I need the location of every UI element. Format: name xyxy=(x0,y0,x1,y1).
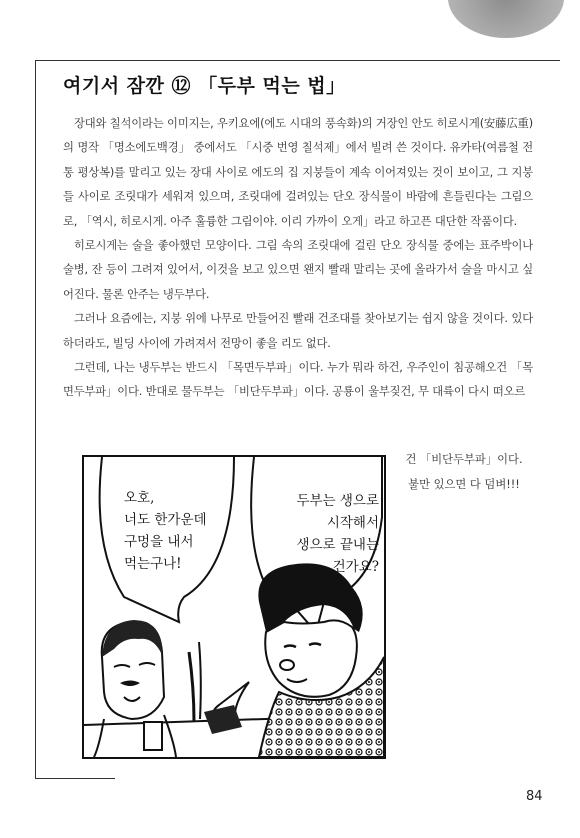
page-title xyxy=(63,71,346,98)
continuation-line-1: 건 「비단두부파」이다. xyxy=(405,453,523,466)
right-bubble-text xyxy=(269,490,379,578)
left-bubble-line: 오호, xyxy=(124,490,155,506)
right-bubble-line: 건가요? xyxy=(332,559,379,575)
comic-panel xyxy=(82,455,386,759)
title-number: ⑫ xyxy=(171,75,192,97)
frame-bottom-rule xyxy=(35,778,115,779)
paragraph-4: 그런데, 나는 냉두부는 반드시 「목면두부파」이다. 누가 뭐라 하건, 우주인이 침공해오건 「목면두부파」이다. 반대로 물두부는 「비단두부파」이다. 공룡이 울부짖건, 무 대륙이 다시 떠오르 xyxy=(63,361,533,399)
left-bubble-line: 구멍을 내서 xyxy=(124,534,194,550)
paragraph-1: 장대와 칠석이라는 이미지는, 우키요에(에도 시대의 풍속화)의 거장인 안도 히로시게(安藤広重)의 명작 「명소에도백경」 중에서도 「시중 번영 칠석제」에서 빌려 쓴 것이다. 유카타(여름철 전통 평상복)를 말리고 있는 장대 사이로 에도의 집 지붕들이 계속 이어져있는 것이 보이고, 그 지붕들 사이로 조릿대가 세워져 있으며, 조릿대에 걸려있는 단오 장식물이 바람에 흔들린다는 그림으로, 「역시, 히로시게. 아주 훌륭한 그림이야. 이리 가까이 오게」라고 하고픈 대단한 작품이다. xyxy=(63,117,533,228)
corner-decoration xyxy=(448,0,564,38)
paragraph-3: 그러나 요즘에는, 지붕 위에 나무로 만들어진 빨래 건조대를 찾아보기는 쉽지 않을 것이다. 있다 하더라도, 빌딩 사이에 가려져서 전망이 좋을 리도 없다. xyxy=(63,312,533,350)
continuation-line-2: 불만 있으면 다 덤벼!!! xyxy=(408,478,520,491)
paragraph-2: 히로시게는 술을 좋아했던 모양이다. 그림 속의 조릿대에 걸린 단오 장식물 중에는 표주박이나 술병, 잔 등이 그려져 있어서, 이것을 보고 있으면 왠지 빨래 말리는 곳에 올라가서 술을 마시고 싶어진다. 물론 안주는 냉두부다. xyxy=(63,239,533,301)
page-number: 84 xyxy=(526,789,543,804)
body-text xyxy=(63,112,533,405)
left-bubble-line: 먹는구나! xyxy=(124,556,182,572)
right-bubble-line: 생으로 끝내는 xyxy=(296,537,379,553)
right-bubble-line: 두부는 생으로 xyxy=(296,493,379,509)
paragraph-continuation xyxy=(384,447,544,497)
left-bubble-text xyxy=(124,487,207,575)
left-bubble-line: 너도 한가운데 xyxy=(124,512,207,528)
title-prefix: 여기서 잠깐 xyxy=(63,75,165,97)
right-bubble-line: 시작해서 xyxy=(326,515,379,531)
title-heading: 「두부 먹는 법」 xyxy=(198,75,346,97)
